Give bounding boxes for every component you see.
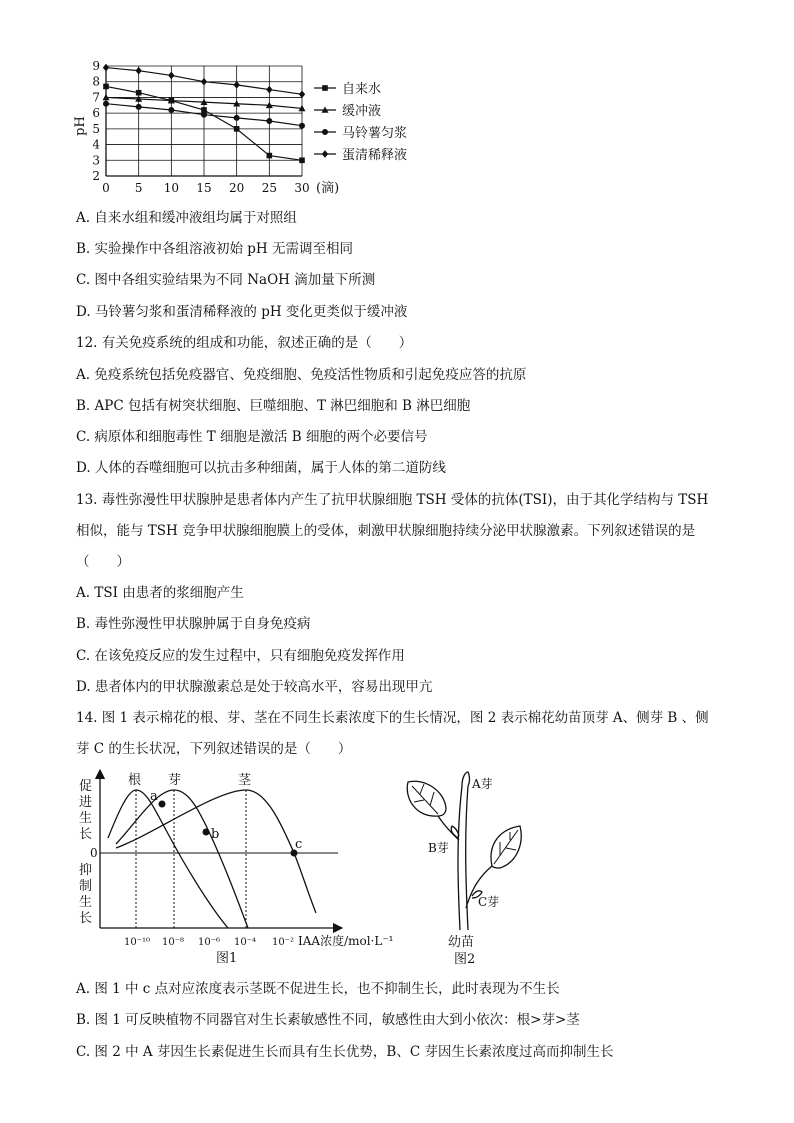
ph-point-3-3 <box>201 78 207 86</box>
ph-point-2-0 <box>103 101 109 107</box>
ph-xtick: 10 <box>163 181 179 195</box>
fig1-xtick-2: 10⁻⁸ <box>162 937 185 948</box>
ph-point-3-6 <box>299 90 305 98</box>
ph-point-0-1 <box>136 90 142 96</box>
ph-xtick: 25 <box>261 181 277 195</box>
fig1-xtick-1: 10⁻¹⁰ <box>124 937 151 948</box>
ph-ytick: 4 <box>92 137 100 152</box>
point-a-label: a <box>150 789 158 804</box>
ph-ytick: 9 <box>92 59 100 73</box>
ph-ytick: 8 <box>92 74 100 89</box>
ph-point-3-5 <box>266 86 272 94</box>
q14-stem-line-2: 芽 C 的生长状况，下列叙述错误的是（ ） <box>76 741 352 757</box>
ph-ytick: 6 <box>92 106 100 121</box>
q13-stem-line-1: 13. 毒性弥漫性甲状腺肿是患者体内产生了抗甲状腺细胞 TSH 受体的抗体(TSI)，由于其化学结构与 TSH <box>76 492 709 508</box>
fig1-ylabel-inhibit: 抑制生长 <box>79 863 93 926</box>
ph-point-3-4 <box>233 81 239 89</box>
ph-point-0-4 <box>234 126 240 132</box>
ph-xtick: 0 <box>102 181 110 195</box>
point-a <box>159 801 166 808</box>
bud-b-label: B芽 <box>428 841 449 855</box>
label-root: 根 <box>128 773 142 788</box>
fig1-xlabel: IAA浓度/mol·L⁻¹ <box>298 934 394 948</box>
q14-option-c: C. 图 2 中 A 芽因生长素促进生长而具有生长优势，B、C 芽因生长素浓度过高而抑制生长 <box>76 1044 614 1060</box>
ph-legend-label-0: 自来水 <box>342 82 382 97</box>
q14-stem-line-1: 14. 图 1 表示棉花的根、芽、茎在不同生长素浓度下的生长情况，图 2 表示棉花幼苗顶芽 A、侧芽 B 、侧 <box>76 710 709 726</box>
q11-option-c: C. 图中各组实验结果为不同 NaOH 滴加量下所测 <box>76 272 376 288</box>
fig1-xtick-5: 10⁻² <box>272 937 295 948</box>
figure-2-svg <box>396 768 546 968</box>
ph-ytick: 5 <box>92 121 100 136</box>
q14-option-a: A. 图 1 中 c 点对应浓度表示茎既不促进生长，也不抑制生长，此时表现为不生长 <box>76 981 560 997</box>
ph-ylabel: pH <box>73 116 88 136</box>
ph-legend-label-1: 缓冲液 <box>342 104 382 119</box>
q11-option-d: D. 马铃薯匀浆和蛋清稀释液的 pH 变化更类似于缓冲液 <box>76 304 408 320</box>
ph-point-3-0 <box>103 64 109 72</box>
seedling-stem <box>458 786 468 930</box>
ph-point-2-6 <box>299 123 305 129</box>
ph-ytick: 3 <box>92 153 100 168</box>
bud-a-shape <box>462 772 470 786</box>
fig1-xtick-3: 10⁻⁶ <box>198 937 221 948</box>
ph-xtick: 5 <box>134 181 143 195</box>
ph-ytick: 7 <box>92 90 100 105</box>
ph-point-3-2 <box>168 72 174 80</box>
ph-point-2-2 <box>168 107 174 113</box>
q12-option-c: C. 病原体和细胞毒性 T 细胞是激活 B 细胞的两个必要信号 <box>76 429 428 445</box>
ph-legend-marker-2 <box>322 129 328 135</box>
q12-option-b: B. APC 包括有树突状细胞、巨噬细胞、T 淋巴细胞和 B 淋巴细胞 <box>76 398 471 414</box>
ph-xtick: 15 <box>196 181 212 195</box>
fig1-caption: 图1 <box>216 951 238 966</box>
q11-option-b: B. 实验操作中各组溶液初始 pH 无需调至相同 <box>76 241 353 257</box>
ph-xlabel: (滴) <box>316 181 340 196</box>
ph-xtick: 30 <box>294 181 310 195</box>
ph-point-3-1 <box>135 67 141 75</box>
point-b-label: b <box>211 827 220 842</box>
ph-point-2-3 <box>201 112 207 118</box>
fig2-caption: 图2 <box>454 952 476 967</box>
ph-point-0-6 <box>299 157 305 163</box>
ph-xtick: 20 <box>229 181 245 195</box>
figure-1 <box>76 768 406 968</box>
figure-1-svg <box>76 768 406 968</box>
ph-chart <box>70 58 430 200</box>
ph-point-0-0 <box>103 84 109 90</box>
ph-chart-svg <box>70 58 430 200</box>
ph-ytick: 2 <box>92 169 100 183</box>
q13-option-d: D. 患者体内的甲状腺激素总是处于较高水平，容易出现甲亢 <box>76 679 433 695</box>
bud-a-label: A芽 <box>472 777 493 791</box>
ph-point-0-5 <box>267 153 273 159</box>
ph-legend-marker-0 <box>322 85 328 91</box>
label-bud: 芽 <box>168 773 182 788</box>
bud-c-label: C芽 <box>478 895 500 909</box>
ph-legend-marker-3 <box>322 150 328 158</box>
label-stem: 茎 <box>238 773 252 788</box>
fig1-ylabel-promote: 促进生长 <box>79 779 93 842</box>
ph-legend-label-3: 蛋清稀释液 <box>342 148 408 163</box>
figure-2 <box>396 768 546 968</box>
seedling-label: 幼苗 <box>448 935 475 950</box>
q13-option-c: C. 在该免疫反应的发生过程中，只有细胞免疫发挥作用 <box>76 648 405 664</box>
ph-point-2-4 <box>234 115 240 121</box>
root-curve <box>108 790 228 928</box>
ph-legend-label-2: 马铃薯匀浆 <box>342 126 408 141</box>
q13-option-b: B. 毒性弥漫性甲状腺肿属于自身免疫病 <box>76 616 311 632</box>
ph-point-2-5 <box>266 118 272 124</box>
fig1-xtick-4: 10⁻⁴ <box>234 937 257 948</box>
q11-option-a: A. 自来水组和缓冲液组均属于对照组 <box>76 210 297 226</box>
point-c-label: c <box>295 837 303 852</box>
q13-option-a: A. TSI 由患者的浆细胞产生 <box>76 585 244 601</box>
point-b <box>203 829 210 836</box>
fig1-zero-label: 0 <box>90 846 98 860</box>
q12-option-a: A. 免疫系统包括免疫器官、免疫细胞、免疫活性物质和引起免疫应答的抗原 <box>76 367 527 383</box>
q13-stem-line-2: 相似，能与 TSH 竞争甲状腺细胞膜上的受体，刺激甲状腺细胞持续分泌甲状腺激素。下列叙述错误的是 <box>76 523 696 539</box>
q13-stem-line-3: （ ） <box>76 554 130 570</box>
q12-option-d: D. 人体的吞噬细胞可以抗击多种细菌，属于人体的第二道防线 <box>76 460 446 476</box>
q12-stem: 12. 有关免疫系统的组成和功能，叙述正确的是（ ） <box>76 335 413 351</box>
ph-point-2-1 <box>136 104 142 110</box>
q14-option-b: B. 图 1 可反映植物不同器官对生长素敏感性不同，敏感性由大到小依次：根>芽>茎 <box>76 1012 580 1028</box>
